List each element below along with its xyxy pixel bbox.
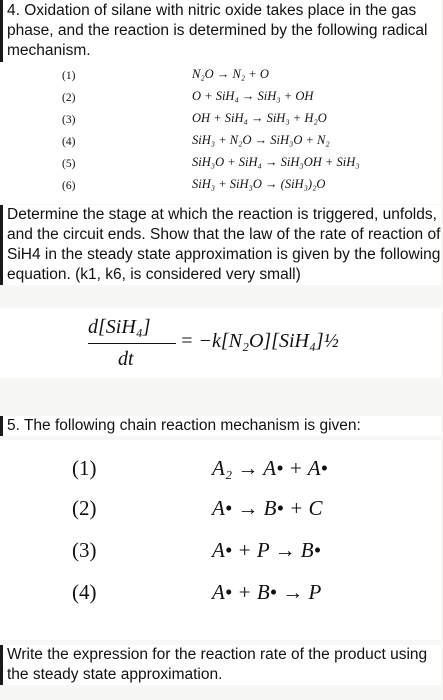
- mechanism-4: [0, 62, 441, 204]
- question-4-block: [0, 0, 441, 64]
- question-4-task: [0, 205, 441, 285]
- step-number: (3): [62, 114, 76, 126]
- step-number: (2): [72, 496, 97, 520]
- question-4-text: Determine the stage at which the reaction is triggered, unfolds, and the circuit ends. Show that the law of the rate of reaction of SiH4 in the steady state approximation is given by the following equation. (k1, k6, is considered very small): [7, 206, 441, 283]
- step-number: (5): [62, 158, 76, 170]
- step-equation: O + SiH₄ → SiH₃ + OH: [192, 89, 314, 103]
- step-equation: SiH₃O + SiH₄ → SiH₃OH + SiH₃: [192, 155, 360, 169]
- step-equation: N₂O → N₂ + O: [192, 67, 269, 81]
- step-number: (4): [62, 136, 76, 148]
- step-equation: SiH₃ + N₂O → SiH₃O + N₂: [192, 133, 330, 147]
- step-equation: A₂ → A• + A•: [212, 456, 328, 480]
- step-number: (6): [62, 180, 76, 192]
- question-5-text: Write the expression for the reaction rate of the product using the steady state approximation.: [7, 646, 428, 683]
- step-equation: A• → B• + C: [212, 496, 323, 520]
- question-4-intro: 4. Oxidation of silane with nitric oxide takes place in the gas phase, and the reaction is determined by the following radical mechanism.: [7, 2, 428, 59]
- rate-denominator: dt: [118, 348, 134, 370]
- step-number: (3): [72, 538, 97, 562]
- fraction-bar: [88, 343, 176, 344]
- step-equation: SiH₃ + SiH₃O → (SiH₃)₂O: [192, 177, 326, 191]
- step-equation: OH + SiH₄ → SiH₃ + H₂O: [192, 111, 327, 125]
- step-number: (4): [72, 580, 97, 604]
- question-5-intro: 5. The following chain reaction mechanism is given:: [7, 417, 361, 434]
- rate-law: [0, 308, 441, 378]
- step-number: (1): [72, 456, 97, 480]
- step-equation: A• + B• → P: [212, 580, 322, 604]
- step-number: (1): [62, 70, 76, 82]
- rate-rhs: = −k[N₂O][SiH₄]½: [180, 330, 339, 352]
- mechanism-5: [0, 440, 441, 640]
- step-equation: A• + P → B•: [212, 538, 321, 562]
- question-5-task: [0, 645, 441, 685]
- question-5-block: [0, 416, 441, 436]
- rate-numerator: d[SiH₄]: [88, 316, 151, 338]
- step-number: (2): [62, 92, 76, 104]
